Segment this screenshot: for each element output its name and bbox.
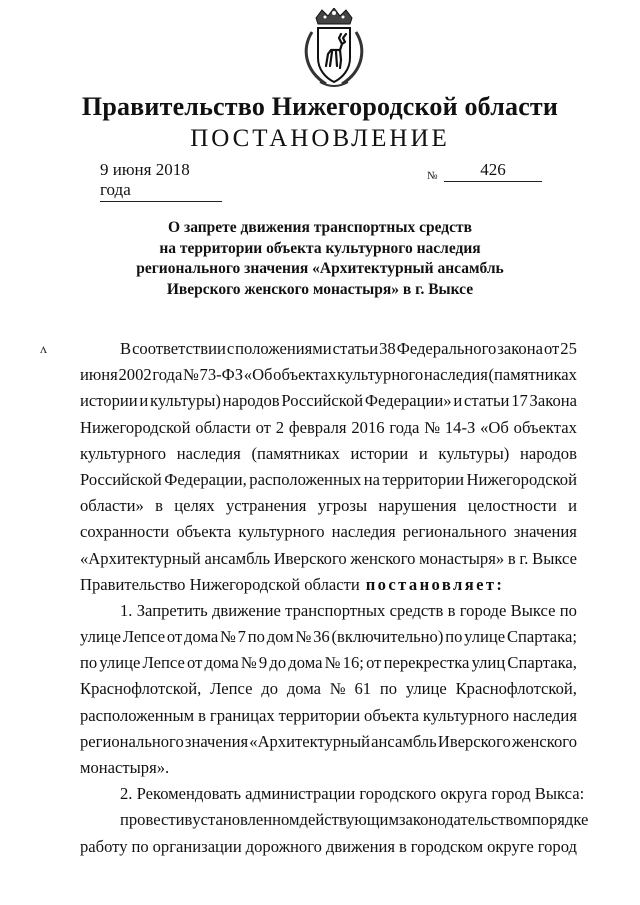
body-line: по улице Лепсе от дома № 9 до дома № 16; от перекрестка улиц Спартака, [80,653,577,673]
subject-line: Иверского женского монастыря» в г. Выксе [166,280,474,298]
body-line: Российской Федерации, расположенных на территории Нижегородской [80,469,577,489]
body-line: 1. Запретить движение транспортных средств в городе Выксе по [120,600,577,620]
body-line: монастыря». [80,758,170,777]
body-line: истории и культуры) народов Российской Федерации» и статьи 17 Закона [80,391,577,411]
body-line: области» в целях устранения угрозы нарушения целостности и [80,496,577,516]
body-line: Краснофлотской, Лепсе до дома № 61 по улице Краснофлотской, [80,679,577,699]
document-date: 9 июня 2018 года [100,160,222,202]
document-subject [0,218,640,300]
body-line: провести в установленном действующим законодательством порядке [120,810,589,830]
body-line: Нижегородской области от 2 февраля 2016 года № 14-З «Об объектах [80,417,577,437]
body-line: расположенным в границах территории объекта культурного наследия [80,705,577,725]
document-body [80,336,589,860]
body-line: культурного наследия (памятниках истории и культуры) народов [80,443,577,463]
preamble-end: Правительство Нижегородской области [80,574,360,594]
scan-mark: ʌ [40,342,47,357]
resolves-keyword: постановляет: [365,574,505,594]
subject-line: О запрете движения транспортных средств [168,219,472,236]
body-line: В соответствии с положениями статьи 38 Федерального закона от 25 [120,339,577,358]
document-number: 426 [444,160,542,182]
number-label: № [427,170,438,182]
body-line: июня 2002 года № 73-ФЗ «Об объектах культурного наследия (памятниках [80,365,577,385]
document-kind: ПОСТАНОВЛЕНИЕ [190,125,450,152]
body-line: работу по организации дорожного движения в городском округе город [80,836,577,856]
body-line [80,572,577,598]
body-line: улице Лепсе от дома № 7 по дом № 36 (включительно) по улице Спартака; [80,627,577,647]
subject-line: регионального значения «Архитектурный ансамбль [136,260,504,277]
government-title: Правительство Нижегородской области [81,92,559,121]
subject-line: на территории объекта культурного наследия [159,239,481,257]
body-line: регионального значения «Архитектурный ансамбль Иверского женского [80,731,577,751]
body-line: «Архитектурный ансамбль Иверского женского монастыря» в г. Выксе [80,548,577,568]
coat-of-arms-icon [298,8,370,90]
body-line: сохранности объекта культурного наследия регионального значения [80,522,577,542]
body-line: 2. Рекомендовать администрации городского округа город Выкса: [120,784,585,804]
